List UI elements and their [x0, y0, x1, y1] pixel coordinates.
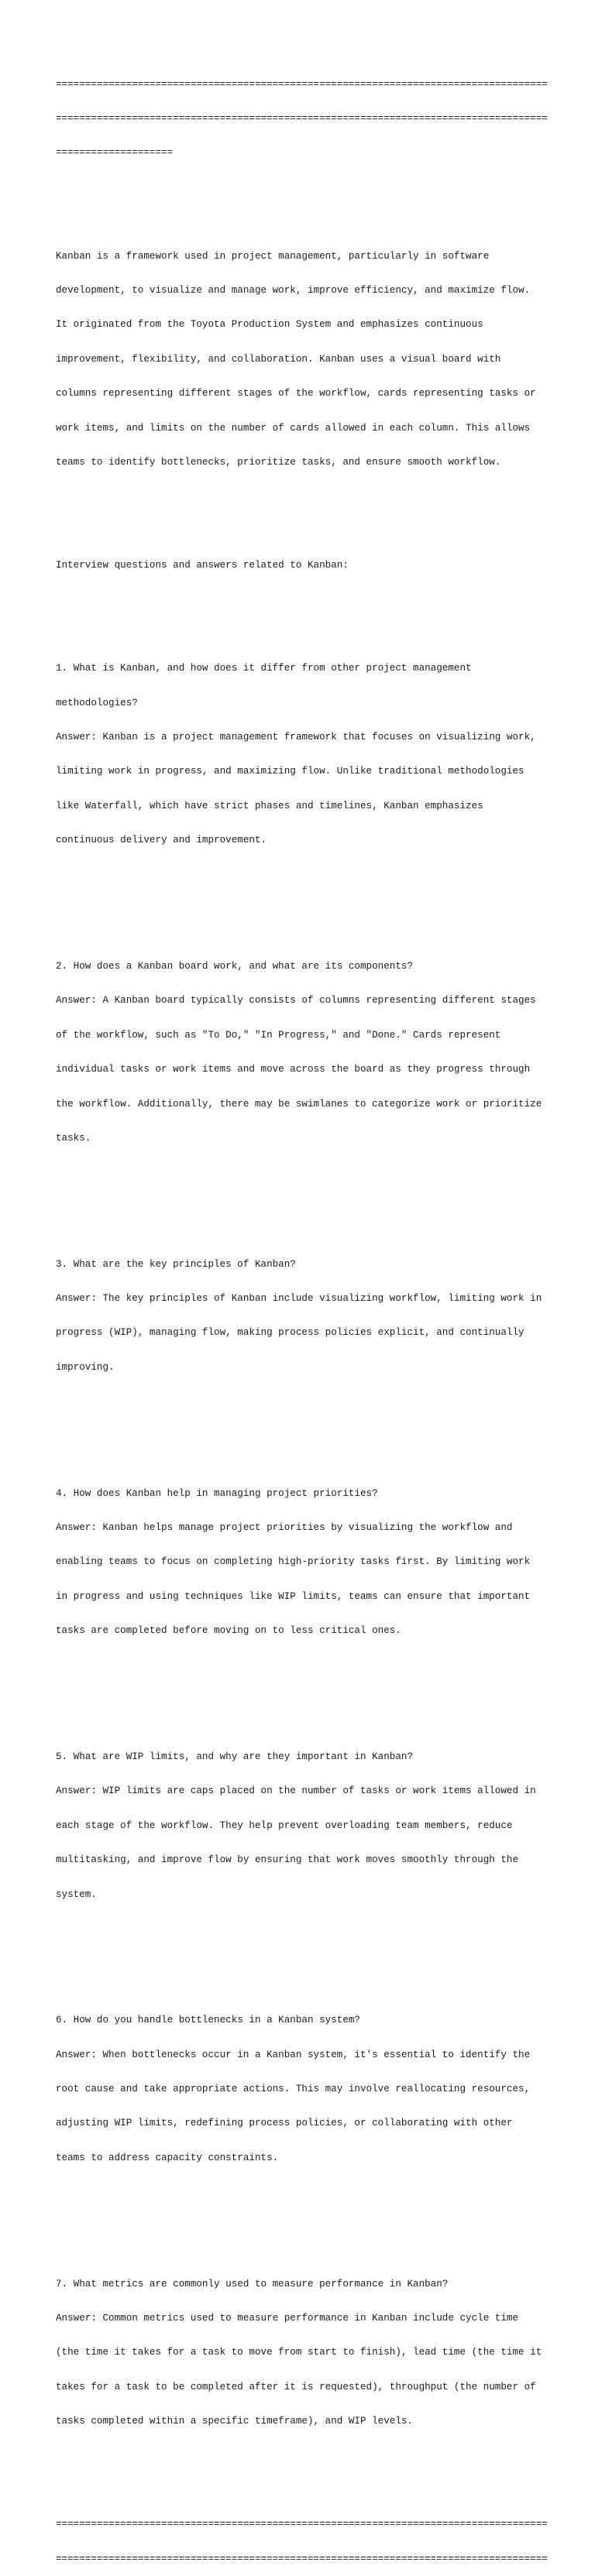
- intro-paragraph: Kanban is a framework used in project management, particularly in software development, to visualize and manage work, improve efficiency, and maximize flow. It originated from the Toyota Production System and emphasizes continuous improvement, flexibility, and collaboration. Kanban uses a visual board with columns representing different stages of the workflow, cards representing tasks or work items, and limits on the number of cards allowed in each column. This allows teams to identify bottlenecks, prioritize tasks, and ensure smooth workflow.: [56, 250, 536, 468]
- qa-item-1: 1. What is Kanban, and how does it differ from other project management methodologies? Answer: Kanban is a project management framework that focuses on visualizing work, limiting work in progress, and maximizing flow. Unlike traditional methodologies like Waterfall, which have strict phases and timelines, Kanban emphasizes continuous delivery and improvement.: [56, 663, 536, 846]
- top-rule-3: ====================: [56, 147, 174, 159]
- qa-item-4: 4. How does Kanban help in managing project priorities? Answer: Kanban helps manage project priorities by visualizing the workflow and enabling teams to focus on completing high-priority tasks first. By limiting work in progress and using techniques like WIP limits, teams can ensure that important tasks are completed before moving on to less critical ones.: [56, 1487, 531, 1637]
- document-page: [56, 56, 548, 2576]
- top-rule-2: ====================================================================================: [56, 112, 548, 124]
- qa-item-3: 3. What are the key principles of Kanban? Answer: The key principles of Kanban include visualizing workflow, limiting work in progress (WIP), managing flow, making process policies explicit, and continually improving.: [56, 1258, 542, 1373]
- qa-item-6: 6. How do you handle bottlenecks in a Kanban system? Answer: When bottlenecks occur in a Kanban system, it's essential to identify the root cause and take appropriate actions. This may involve reallocating resources, adjusting WIP limits, redefining process policies, or collaborating with other teams to address capacity constraints.: [56, 2015, 531, 2163]
- bottom-rule-2: ====================================================================================: [56, 2553, 548, 2564]
- interview-heading: Interview questions and answers related to Kanban:: [56, 560, 349, 571]
- top-rule-1: ====================================================================================: [56, 78, 548, 90]
- qa-item-2: 2. How does a Kanban board work, and what are its components? Answer: A Kanban board typically consists of columns representing different stages of the workflow, such as "To Do," "In Progress," and "Done." Cards represent individual tasks or work items and move across the board as they progress through the workflow. Additionally, there may be swimlanes to categorize work or prioritize tasks.: [56, 960, 542, 1144]
- qa-item-7: 7. What metrics are commonly used to measure performance in Kanban? Answer: Common metrics used to measure performance in Kanban include cycle time (the time it takes for a task to move from start to finish), lead time (the time it takes for a task to be completed after it is requested), throughput (the number of tasks completed within a specific timeframe), and WIP levels.: [56, 2278, 542, 2427]
- qa-item-5: 5. What are WIP limits, and why are they important in Kanban? Answer: WIP limits are caps placed on the number of tasks or work items allowed in each stage of the workflow. They help prevent overloading team members, reduce multitasking, and improve flow by ensuring that work moves smoothly through the system.: [56, 1751, 536, 1900]
- bottom-rule-1: ====================================================================================: [56, 2519, 548, 2530]
